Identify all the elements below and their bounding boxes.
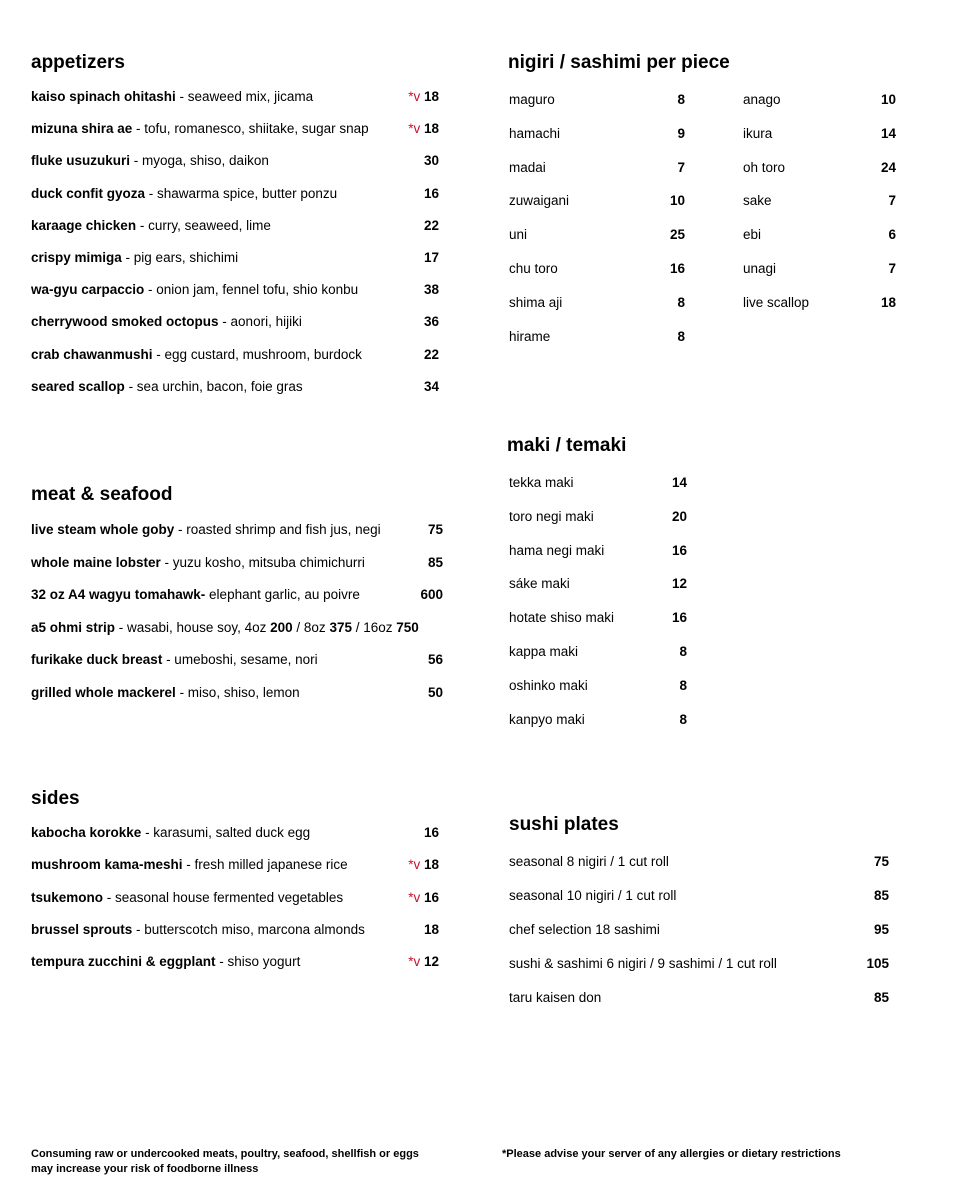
vegetarian-flag: *v [408, 121, 421, 137]
item-price: 85 [873, 990, 889, 1005]
dish-price: 16 [423, 185, 439, 201]
dish-name: live steam whole goby [31, 522, 175, 537]
dish-description: - egg custard, mushroom, burdock [152, 346, 362, 362]
dish-price-group [408, 856, 439, 874]
menu-item [31, 346, 439, 364]
menu-item [31, 651, 443, 669]
dish-description: - fresh milled japanese rice [182, 857, 348, 873]
vegetarian-flag: *v [408, 857, 421, 873]
dish-price-group [420, 586, 443, 604]
dish-description: - shiso yogurt [215, 954, 301, 970]
dish-name: tempura zucchini & eggplant [31, 954, 216, 970]
item-name: hamachi [509, 125, 561, 141]
item-name: uni [509, 227, 528, 243]
dish-name: fluke usuzukuri [31, 153, 131, 169]
menu-item [31, 586, 443, 604]
raw-food-warning-line1: Consuming raw or undercooked meats, poultry, seafood, shellfish or eggs [31, 1148, 419, 1160]
sides-section [31, 787, 439, 985]
dish-description: elephant garlic, au poivre [205, 587, 360, 602]
item-name: ikura [743, 125, 773, 141]
item-name: madai [509, 159, 546, 175]
dish-description: - yuzu kosho, mitsuba chimichurri [160, 554, 365, 570]
item-name: hama negi maki [509, 542, 605, 558]
dish-price-group [424, 378, 439, 396]
item-name: chu toro [509, 260, 558, 276]
item-price: 10 [880, 92, 896, 107]
item-name: oh toro [743, 159, 786, 175]
item-price: 7 [677, 159, 685, 175]
dish-price-group [424, 152, 439, 170]
menu-item [509, 853, 889, 871]
item-price: 8 [679, 643, 687, 659]
dish-price: 56 [427, 652, 443, 667]
item-name: hirame [509, 328, 551, 344]
item-name: live scallop [743, 294, 810, 310]
menu-item [509, 921, 889, 939]
dish-description: - butterscotch miso, marcona almonds [132, 921, 365, 937]
dish-price-group [424, 346, 439, 364]
menu-item [743, 159, 896, 177]
item-price: 24 [880, 159, 896, 175]
dish-name: whole maine lobster [31, 554, 161, 570]
dish-price: 36 [423, 314, 439, 330]
menu-item [509, 260, 685, 278]
dish-price: 34 [423, 378, 439, 394]
meat-seafood-section [31, 483, 443, 716]
menu-item [743, 192, 896, 210]
item-name: oshinko maki [509, 677, 588, 693]
dish-name: mizuna shira ae [31, 121, 133, 137]
raw-food-warning-line2: may increase your risk of foodborne illness [31, 1163, 259, 1175]
dish-price-group [408, 88, 439, 106]
item-name: anago [743, 92, 781, 107]
appetizers-section [31, 51, 439, 410]
item-price: 16 [671, 610, 687, 626]
item-name: hotate shiso maki [509, 610, 615, 626]
dish-price-group [424, 185, 439, 203]
menu-item [509, 955, 889, 973]
dish-description: - miso, shiso, lemon [175, 684, 300, 700]
dish-price-group [428, 521, 443, 539]
dish-description: - onion jam, fennel tofu, shio konbu [144, 282, 359, 298]
menu-item [31, 824, 439, 842]
item-name: sáke maki [509, 576, 570, 592]
item-name: shima aji [509, 294, 563, 310]
menu-item [743, 91, 896, 109]
dish-price-group [424, 281, 439, 299]
dish-price: 22 [423, 217, 439, 233]
dish-price-group [424, 217, 439, 235]
dish-price-8oz: 375 [329, 619, 352, 635]
dish-name: crispy mimiga [31, 249, 122, 265]
dish-price: 17 [423, 249, 439, 265]
item-name: toro negi maki [509, 508, 594, 524]
dish-description: - pig ears, shichimi [121, 249, 239, 265]
menu-item [509, 294, 685, 312]
menu-item [31, 152, 439, 170]
dish-name: tsukemono [31, 889, 104, 905]
dish-name: karaage chicken [31, 217, 137, 233]
dish-price: 18 [423, 89, 439, 104]
menu-item [31, 684, 443, 702]
item-price: 7 [888, 260, 896, 276]
menu-item [743, 260, 896, 278]
item-price: 14 [880, 125, 896, 141]
meat-seafood-heading: meat & seafood [31, 484, 173, 505]
menu-item [31, 554, 443, 572]
dish-price: 85 [427, 554, 443, 570]
menu-item [509, 887, 889, 905]
menu-item [31, 856, 439, 874]
item-name: tekka maki [509, 475, 574, 490]
menu-item [31, 217, 439, 235]
menu-item [31, 921, 439, 939]
dish-name: crab chawanmushi [31, 346, 153, 362]
menu-item [509, 643, 687, 661]
dish-description: - seasonal house fermented vegetables [103, 889, 344, 905]
menu-item [509, 159, 685, 177]
menu-item [31, 281, 439, 299]
dish-name: a5 ohmi strip [31, 619, 116, 635]
dish-price: 18 [423, 921, 439, 937]
dish-price-group [408, 120, 439, 138]
item-price: 8 [679, 711, 687, 727]
item-price: 8 [679, 677, 687, 693]
dish-price: 50 [427, 684, 443, 700]
vegetarian-flag: *v [408, 954, 421, 970]
dish-price: 18 [423, 121, 439, 137]
nigiri-heading: nigiri / sashimi per piece [508, 52, 730, 73]
allergy-note: *Please advise your server of any allergies or dietary restrictions [502, 1148, 841, 1160]
dish-price-group [424, 824, 439, 842]
vegetarian-flag: *v [408, 89, 421, 104]
size-separator: / 16oz [351, 619, 397, 635]
menu-item [743, 226, 896, 244]
item-price: 105 [866, 956, 889, 971]
vegetarian-flag: *v [408, 889, 421, 905]
item-price: 12 [671, 576, 687, 592]
maki-heading: maki / temaki [507, 435, 627, 456]
sushi-plates-section [509, 813, 889, 1023]
dish-name: kaiso spinach ohitashi [31, 89, 176, 104]
item-price: 8 [677, 294, 685, 310]
dish-description: - umeboshi, sesame, nori [162, 652, 318, 667]
menu-item [31, 185, 439, 203]
menu-item [509, 91, 685, 109]
appetizers-heading: appetizers [31, 52, 125, 73]
item-name: zuwaigani [509, 193, 570, 209]
dish-price-group [424, 249, 439, 267]
item-price: 6 [888, 227, 896, 243]
menu-item [31, 521, 443, 539]
menu-item [31, 120, 439, 138]
item-price: 85 [873, 888, 889, 903]
item-name: maguro [509, 92, 555, 107]
dish-description: - tofu, romanesco, shiitake, sugar snap [132, 121, 369, 137]
menu-item [31, 88, 439, 106]
menu-item [509, 328, 685, 346]
dish-price: 30 [423, 153, 439, 169]
dish-description: - sea urchin, bacon, foie gras [124, 378, 303, 394]
dish-price: 22 [423, 346, 439, 362]
item-name: taru kaisen don [509, 990, 602, 1005]
item-price: 16 [671, 542, 687, 558]
dish-price-4oz: 200 [270, 619, 293, 635]
menu-item [509, 575, 687, 593]
dish-description: - karasumi, salted duck egg [141, 825, 311, 840]
dish-price-group [428, 554, 443, 572]
item-name: sake [743, 193, 772, 209]
item-name: unagi [743, 260, 777, 276]
dish-description: - shawarma spice, butter ponzu [145, 185, 338, 201]
dish-price-group [424, 313, 439, 331]
dish-price: 16 [423, 825, 439, 840]
menu-item [509, 226, 685, 244]
dish-price: 16 [423, 889, 439, 905]
dish-description: - curry, seaweed, lime [136, 217, 271, 233]
item-price: 7 [888, 193, 896, 209]
menu-item [31, 313, 439, 331]
item-name: kanpyo maki [509, 711, 585, 727]
dish-description: - aonori, hijiki [218, 314, 302, 330]
menu-item [509, 474, 687, 492]
dish-description: - myoga, shiso, daikon [130, 153, 269, 169]
dish-price-group [424, 921, 439, 939]
item-price: 9 [677, 125, 685, 141]
dish-price: 75 [427, 522, 443, 537]
maki-section [507, 434, 707, 744]
dish-name: 32 oz A4 wagyu tomahawk- [31, 587, 206, 602]
dish-name: grilled whole mackerel [31, 684, 176, 700]
menu-item [509, 508, 687, 526]
item-price: 8 [677, 92, 685, 107]
dish-description: - wasabi, house soy, 4oz [115, 619, 271, 635]
dish-name: cherrywood smoked octopus [31, 314, 219, 330]
menu-item [31, 249, 439, 267]
dish-price-group [408, 889, 439, 907]
dish-price-16oz: 750 [396, 619, 419, 635]
item-price: 16 [669, 260, 685, 276]
dish-description: - seaweed mix, jicama [175, 89, 314, 104]
item-name: seasonal 8 nigiri / 1 cut roll [509, 854, 669, 869]
menu-item [509, 989, 889, 1007]
dish-name: wa-gyu carpaccio [31, 282, 145, 298]
menu-item [509, 677, 687, 695]
dish-price: 12 [423, 954, 439, 970]
dish-name: furikake duck breast [31, 652, 163, 667]
item-price: 95 [873, 922, 889, 937]
raw-food-warning [31, 1147, 419, 1177]
item-price: 20 [671, 508, 687, 524]
dish-price-group [408, 953, 439, 971]
menu-item [509, 711, 687, 729]
dish-name: kabocha korokke [31, 825, 142, 840]
menu-item [743, 125, 896, 143]
item-price: 8 [677, 328, 685, 344]
menu-item [31, 889, 439, 907]
sides-heading: sides [31, 788, 80, 809]
menu-item [509, 609, 687, 627]
item-name: sushi & sashimi 6 nigiri / 9 sashimi / 1 cut roll [509, 956, 777, 971]
menu-item [743, 294, 896, 312]
menu-item [31, 953, 439, 971]
item-price: 18 [880, 294, 896, 310]
menu-item [509, 542, 687, 560]
menu-item [509, 192, 685, 210]
dish-price-group [428, 684, 443, 702]
item-price: 25 [669, 227, 685, 243]
menu-item-a5-ohmi-strip [31, 619, 443, 637]
item-price: 75 [873, 854, 889, 869]
menu-item [31, 378, 439, 396]
size-separator: / 8oz [292, 619, 330, 635]
dish-name: seared scallop [31, 378, 125, 394]
item-price: 14 [671, 475, 687, 490]
sushi-plates-heading: sushi plates [509, 814, 619, 835]
dish-price: 600 [420, 587, 443, 602]
dish-name: mushroom kama-meshi [31, 857, 183, 873]
item-name: seasonal 10 nigiri / 1 cut roll [509, 888, 677, 903]
menu-item [509, 125, 685, 143]
dish-price-group [428, 651, 443, 669]
dish-price: 18 [423, 857, 439, 873]
dish-name: brussel sprouts [31, 921, 133, 937]
dish-price: 38 [423, 282, 439, 298]
item-name: chef selection 18 sashimi [509, 922, 660, 937]
dish-description: - roasted shrimp and fish jus, negi [174, 522, 381, 537]
nigiri-section [508, 51, 898, 344]
dish-name: duck confit gyoza [31, 185, 146, 201]
item-name: ebi [743, 227, 762, 243]
item-name: kappa maki [509, 643, 579, 659]
item-price: 10 [669, 193, 685, 209]
